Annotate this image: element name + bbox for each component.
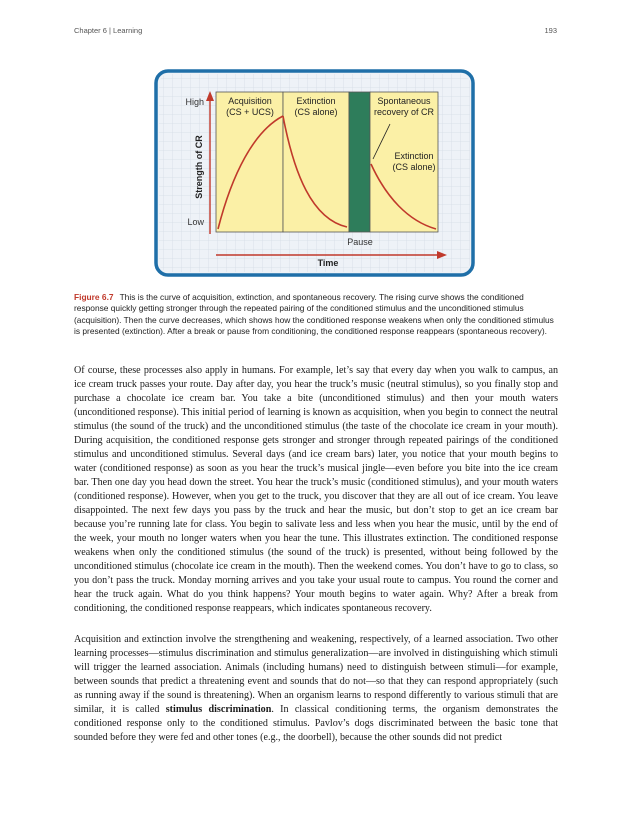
y-axis-label: Strength of CR: [194, 135, 204, 199]
paragraph-1: Of course, these processes also apply in humans. For example, let’s say that every day when you walk to campus, an ice cream truck passes your route. Day after day, you hear the truck’s music (neutral stimulus), so you finally stop and purchase a chocolate ice cream bar. You take a bite (unconditioned stimulus) and then your mouth waters (unconditioned response). This initial period of learning is known as acquisition, when you begin to connect the neutral stimulus (the sound of the truck) and the unconditioned stimulus (the taste of the chocolate ice cream in your mouth). During acquisition, the conditioned response gets stronger and stronger through repeated pairings of the conditioned stimulus and unconditioned stimulus. Several days (and ice cream bars) later, you notice that your mouth begins to water (conditioned response) as soon as you hear the truck’s musical jingle—even before you bite into the ice cream bar. Then one day you head down the street. You hear the truck’s music (conditioned stimulus), and your mouth waters (conditioned response). However, when you get to the truck, you discover that they are all out of ice cream. You leave disappointed. The next few days you pass by the truck and hear the music, but don’t stop to get an ice cream bar because you’re running late for class. You begin to salivate less and less when you hear the music, until by the end of the week, your mouth no longer waters when you hear the tune. This illustrates extinction. The conditioned response weakens when only the conditioned stimulus (the sound of the truck) is presented, without being followed by the unconditioned stimulus (chocolate ice cream in the mouth). Then the weekend comes. You don’t have to go to class, so you don’t pass the truck. Monday morning arrives and you take your usual route to campus. You round the corner and hear the truck again. What do you think happens? Your mouth begins to water again. Why? After a break from conditioning, the conditioned response reappears, which indicates spontaneous recovery.: [74, 365, 558, 614]
paragraph-2-end: . In classical conditioning terms, the organism demonstrates the conditioned response only to the conditioned stimulus. Pavlov’s dogs discriminated between the basic tone that sounded before they were fed and other tones (e.g., the doorbell), because the other sounds did not predict: [74, 704, 558, 743]
acquisition-label-2: (CS + UCS): [226, 107, 274, 117]
x-axis-label: Time: [317, 258, 339, 268]
chapter-header: Chapter 6 | Learning: [74, 26, 143, 35]
figure-diagram: [154, 69, 475, 277]
spontaneous-label-1: Spontaneous: [377, 96, 431, 106]
key-term: stimulus discrimination: [165, 704, 272, 715]
figure-caption: [74, 292, 556, 338]
pause-bar: [349, 92, 370, 232]
pause-label: Pause: [347, 237, 373, 247]
paragraph-2: [74, 633, 558, 745]
y-high-label: High: [185, 97, 204, 107]
y-low-label: Low: [187, 217, 204, 227]
acquisition-label-1: Acquisition: [228, 96, 272, 106]
paragraph-2-start: Acquisition and extinction involve the strengthening and weakening, respectively, of a learned association. Two other learning processes—stimulus discrimination and stimulus generalization—are involved in distinguishing which stimuli will trigger the learned association. Animals (including humans) need to distinguish between stimuli—for example, between sounds that predict a threatening event and sounds that do not—so that they can respond appropriately (such as running away if the sound is threatening). When an organism learns to respond differently to various stimuli that are similar, it is called: [74, 634, 558, 715]
figure-label: Figure 6.7: [74, 292, 114, 302]
page-number: 193: [544, 26, 557, 35]
extinction-label-2: (CS alone): [294, 107, 338, 117]
extinction2-label-2: (CS alone): [392, 162, 436, 172]
figure-caption-text: This is the curve of acquisition, extinction, and spontaneous recovery. The rising curve shows the conditioned response quickly getting stronger through the repeated pairing of the conditioned stimulus and the unconditioned stimulus (acquisition). Then the curve decreases, which shows how the conditioned response weakens when only the conditioned stimulus is presented (extinction). After a break or pause from conditioning, the conditioned response reappears (spontaneous recovery).: [74, 292, 554, 337]
extinction-label-1: Extinction: [296, 96, 336, 106]
conditioning-curve-diagram: [154, 69, 475, 277]
extinction2-label-1: Extinction: [394, 151, 434, 161]
spontaneous-label-2: recovery of CR: [373, 107, 435, 117]
